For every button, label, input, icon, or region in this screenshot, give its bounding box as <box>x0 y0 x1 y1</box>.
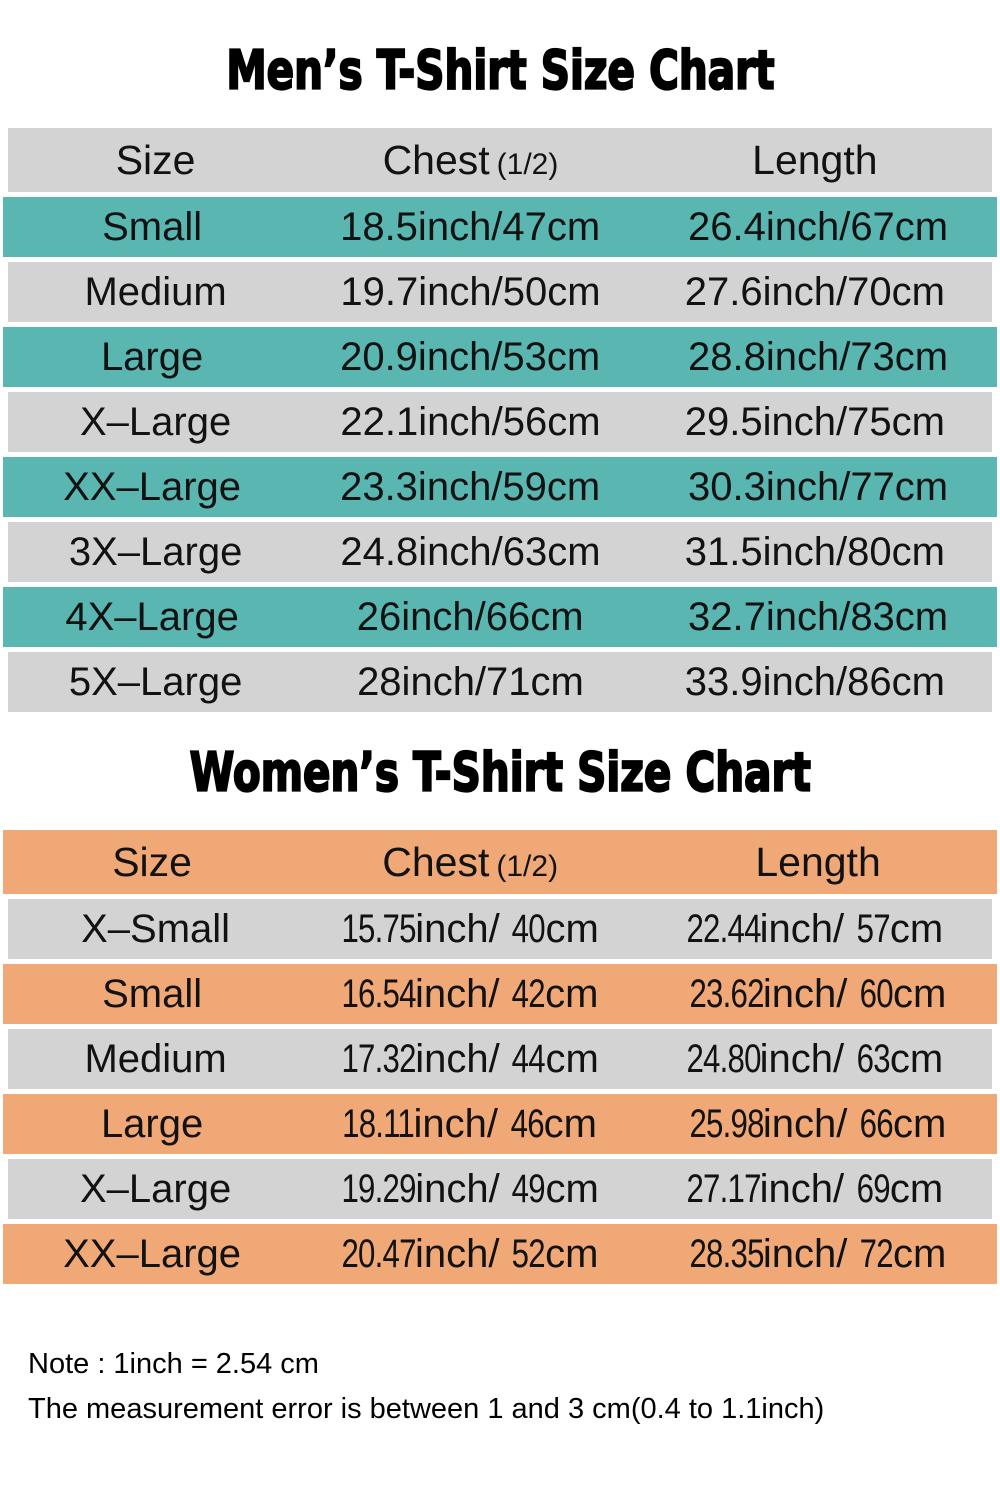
women-table-row <box>8 1159 992 1219</box>
men-size-cell: 5X–Large <box>68 660 243 704</box>
men-length-cell: 32.7inch/83cm <box>687 595 949 639</box>
men-table-row <box>3 327 997 387</box>
men-header-chest-note: (1/2) <box>496 147 559 181</box>
men-chest-cell: 26inch/66cm <box>356 595 584 639</box>
women-length-cell-cm-value: 69 <box>856 1167 890 1211</box>
women-length-cell <box>638 1039 992 1079</box>
women-length-cell <box>639 1234 997 1274</box>
men-table-row <box>8 392 992 452</box>
women-header-size: Size <box>112 838 192 885</box>
women-length-cell-cm-unit: cm <box>889 907 944 951</box>
men-size-cell: X–Large <box>79 400 232 444</box>
women-chest-cell-inch-unit: inch/ <box>415 1037 500 1081</box>
women-length-cell-cm-unit: cm <box>893 1102 947 1146</box>
women-chest-cell-cm-value: 42 <box>511 972 545 1016</box>
women-chest-cell <box>303 1169 638 1209</box>
women-chart-title: Women’s T-Shirt Size Chart <box>189 742 811 804</box>
women-size-cell: X–Small <box>81 907 231 951</box>
women-length-cell <box>639 974 997 1014</box>
women-length-cell-cm-value: 72 <box>859 1232 893 1276</box>
note-line-1: Note : 1inch = 2.54 cm <box>28 1348 319 1380</box>
women-length-cell-inch-value: 28.35 <box>689 1232 764 1276</box>
men-chest-cell: 20.9inch/53cm <box>340 335 601 379</box>
women-chest-cell <box>303 909 638 949</box>
women-length-cell-inch-value: 24.80 <box>685 1037 761 1081</box>
men-size-cell: Medium <box>84 270 227 314</box>
women-table-header-row <box>3 830 997 894</box>
women-size-cell: Small <box>102 972 203 1016</box>
women-length-cell-inch-value: 22.44 <box>685 907 761 951</box>
women-chest-cell-inch-unit: inch/ <box>414 972 500 1016</box>
women-table-row <box>8 1029 992 1089</box>
women-chest-cell-cm-unit: cm <box>543 1102 597 1146</box>
women-table-row <box>8 899 992 959</box>
men-length-cell: 31.5inch/80cm <box>684 530 945 574</box>
women-length-cell-inch-unit: inch/ <box>759 1167 845 1211</box>
men-header-chest <box>303 136 638 183</box>
women-chest-cell-cm-value: 52 <box>511 1232 545 1276</box>
women-length-cell-inch-unit: inch/ <box>762 1102 848 1146</box>
women-header-chest <box>301 838 639 885</box>
men-size-cell: 3X–Large <box>68 530 243 574</box>
women-length-cell-cm-unit: cm <box>889 1167 944 1211</box>
women-length-cell <box>638 909 992 949</box>
notes <box>0 1342 1000 1432</box>
women-size-cell: Medium <box>84 1037 227 1081</box>
men-chest-cell: 19.7inch/50cm <box>340 270 601 314</box>
women-length-cell-inch-value: 23.62 <box>689 972 764 1016</box>
women-header-chest-note: (1/2) <box>496 849 559 883</box>
women-header-length: Length <box>755 838 881 885</box>
women-chart-title-wrap <box>0 740 1000 806</box>
men-chest-cell: 18.5inch/47cm <box>340 205 601 249</box>
women-size-table <box>0 830 1000 1284</box>
women-length-cell-cm-unit: cm <box>893 972 947 1016</box>
women-table-row <box>3 1094 997 1154</box>
women-chest-cell-cm-unit: cm <box>545 1167 599 1211</box>
size-chart-page <box>0 38 1000 1432</box>
women-chest-cell-inch-value: 15.75 <box>341 907 416 951</box>
men-chest-cell: 22.1inch/56cm <box>340 400 601 444</box>
women-length-cell <box>638 1169 992 1209</box>
men-size-table <box>0 128 1000 712</box>
women-size-cell: X–Large <box>79 1167 232 1211</box>
men-length-cell: 26.4inch/67cm <box>687 205 949 249</box>
men-table-header-row <box>8 128 992 192</box>
women-length-cell-cm-value: 66 <box>859 1102 893 1146</box>
women-chest-cell-cm-unit: cm <box>545 1232 599 1276</box>
women-length-cell-inch-unit: inch/ <box>762 972 848 1016</box>
women-chest-cell-cm-unit: cm <box>545 972 599 1016</box>
women-chest-cell-inch-value: 20.47 <box>341 1232 416 1276</box>
women-chest-cell-cm-value: 49 <box>512 1167 546 1211</box>
men-size-cell: Large <box>100 335 204 379</box>
men-size-cell: Small <box>102 205 203 249</box>
women-chest-cell-inch-value: 17.32 <box>341 1037 416 1081</box>
women-chest-cell-cm-value: 44 <box>512 1037 546 1081</box>
men-table-row <box>8 652 992 712</box>
women-chest-cell-cm-unit: cm <box>545 1037 599 1081</box>
men-length-cell: 29.5inch/75cm <box>684 400 945 444</box>
men-size-cell: 4X–Large <box>65 595 239 639</box>
note-line-2: The measurement error is between 1 and 3 cm(0.4 to 1.1inch) <box>28 1393 825 1425</box>
women-chest-cell-inch-unit: inch/ <box>415 1167 500 1211</box>
men-table-rows <box>0 197 1000 712</box>
women-length-cell-cm-value: 57 <box>856 907 890 951</box>
men-chest-cell: 28inch/71cm <box>357 660 584 704</box>
women-size-cell: XX–Large <box>63 1232 242 1276</box>
men-table-row <box>3 197 997 257</box>
men-chart-title: Men’s T-Shirt Size Chart <box>225 40 775 102</box>
men-header-chest-label: Chest <box>382 136 490 183</box>
men-table-row <box>3 587 997 647</box>
men-header-size: Size <box>115 136 196 183</box>
women-chest-cell <box>301 1234 639 1274</box>
men-chest-cell: 23.3inch/59cm <box>340 465 601 509</box>
women-table-rows <box>0 899 1000 1284</box>
women-length-cell-cm-value: 60 <box>859 972 893 1016</box>
women-chest-cell-inch-value: 16.54 <box>341 972 416 1016</box>
women-chest-cell-inch-unit: inch/ <box>415 907 500 951</box>
women-chest-cell <box>301 974 639 1014</box>
women-length-cell-inch-value: 27.17 <box>685 1167 761 1211</box>
men-length-cell: 33.9inch/86cm <box>684 660 945 704</box>
women-chest-cell-cm-unit: cm <box>545 907 599 951</box>
women-length-cell-cm-unit: cm <box>889 1037 944 1081</box>
men-chart-title-wrap <box>0 38 1000 104</box>
men-length-cell: 28.8inch/73cm <box>687 335 949 379</box>
women-size-cell: Large <box>100 1102 204 1146</box>
women-header-chest-label: Chest <box>382 838 490 885</box>
women-table-row <box>3 1224 997 1284</box>
men-header-length: Length <box>752 136 878 183</box>
women-length-cell-inch-value: 25.98 <box>689 1102 764 1146</box>
women-table-row <box>3 964 997 1024</box>
women-chest-cell-cm-value: 46 <box>510 1102 544 1146</box>
women-chest-cell <box>301 1104 639 1144</box>
men-table-row <box>3 457 997 517</box>
women-length-cell <box>639 1104 997 1144</box>
women-chest-cell-inch-unit: inch/ <box>413 1102 498 1146</box>
women-length-cell-inch-unit: inch/ <box>762 1232 848 1276</box>
women-chest-cell-cm-value: 40 <box>512 907 546 951</box>
women-chest-cell-inch-value: 19.29 <box>341 1167 416 1211</box>
men-table-row <box>8 262 992 322</box>
men-table-row <box>8 522 992 582</box>
men-chest-cell: 24.8inch/63cm <box>340 530 601 574</box>
women-chest-cell-inch-unit: inch/ <box>414 1232 500 1276</box>
men-size-cell: XX–Large <box>63 465 242 509</box>
women-chest-cell <box>303 1039 638 1079</box>
men-length-cell: 30.3inch/77cm <box>687 465 949 509</box>
women-length-cell-inch-unit: inch/ <box>759 1037 845 1081</box>
women-chest-cell-inch-value: 18.11 <box>342 1102 415 1146</box>
women-length-cell-inch-unit: inch/ <box>759 907 845 951</box>
men-length-cell: 27.6inch/70cm <box>684 270 945 314</box>
women-length-cell-cm-value: 63 <box>856 1037 890 1081</box>
women-length-cell-cm-unit: cm <box>893 1232 947 1276</box>
